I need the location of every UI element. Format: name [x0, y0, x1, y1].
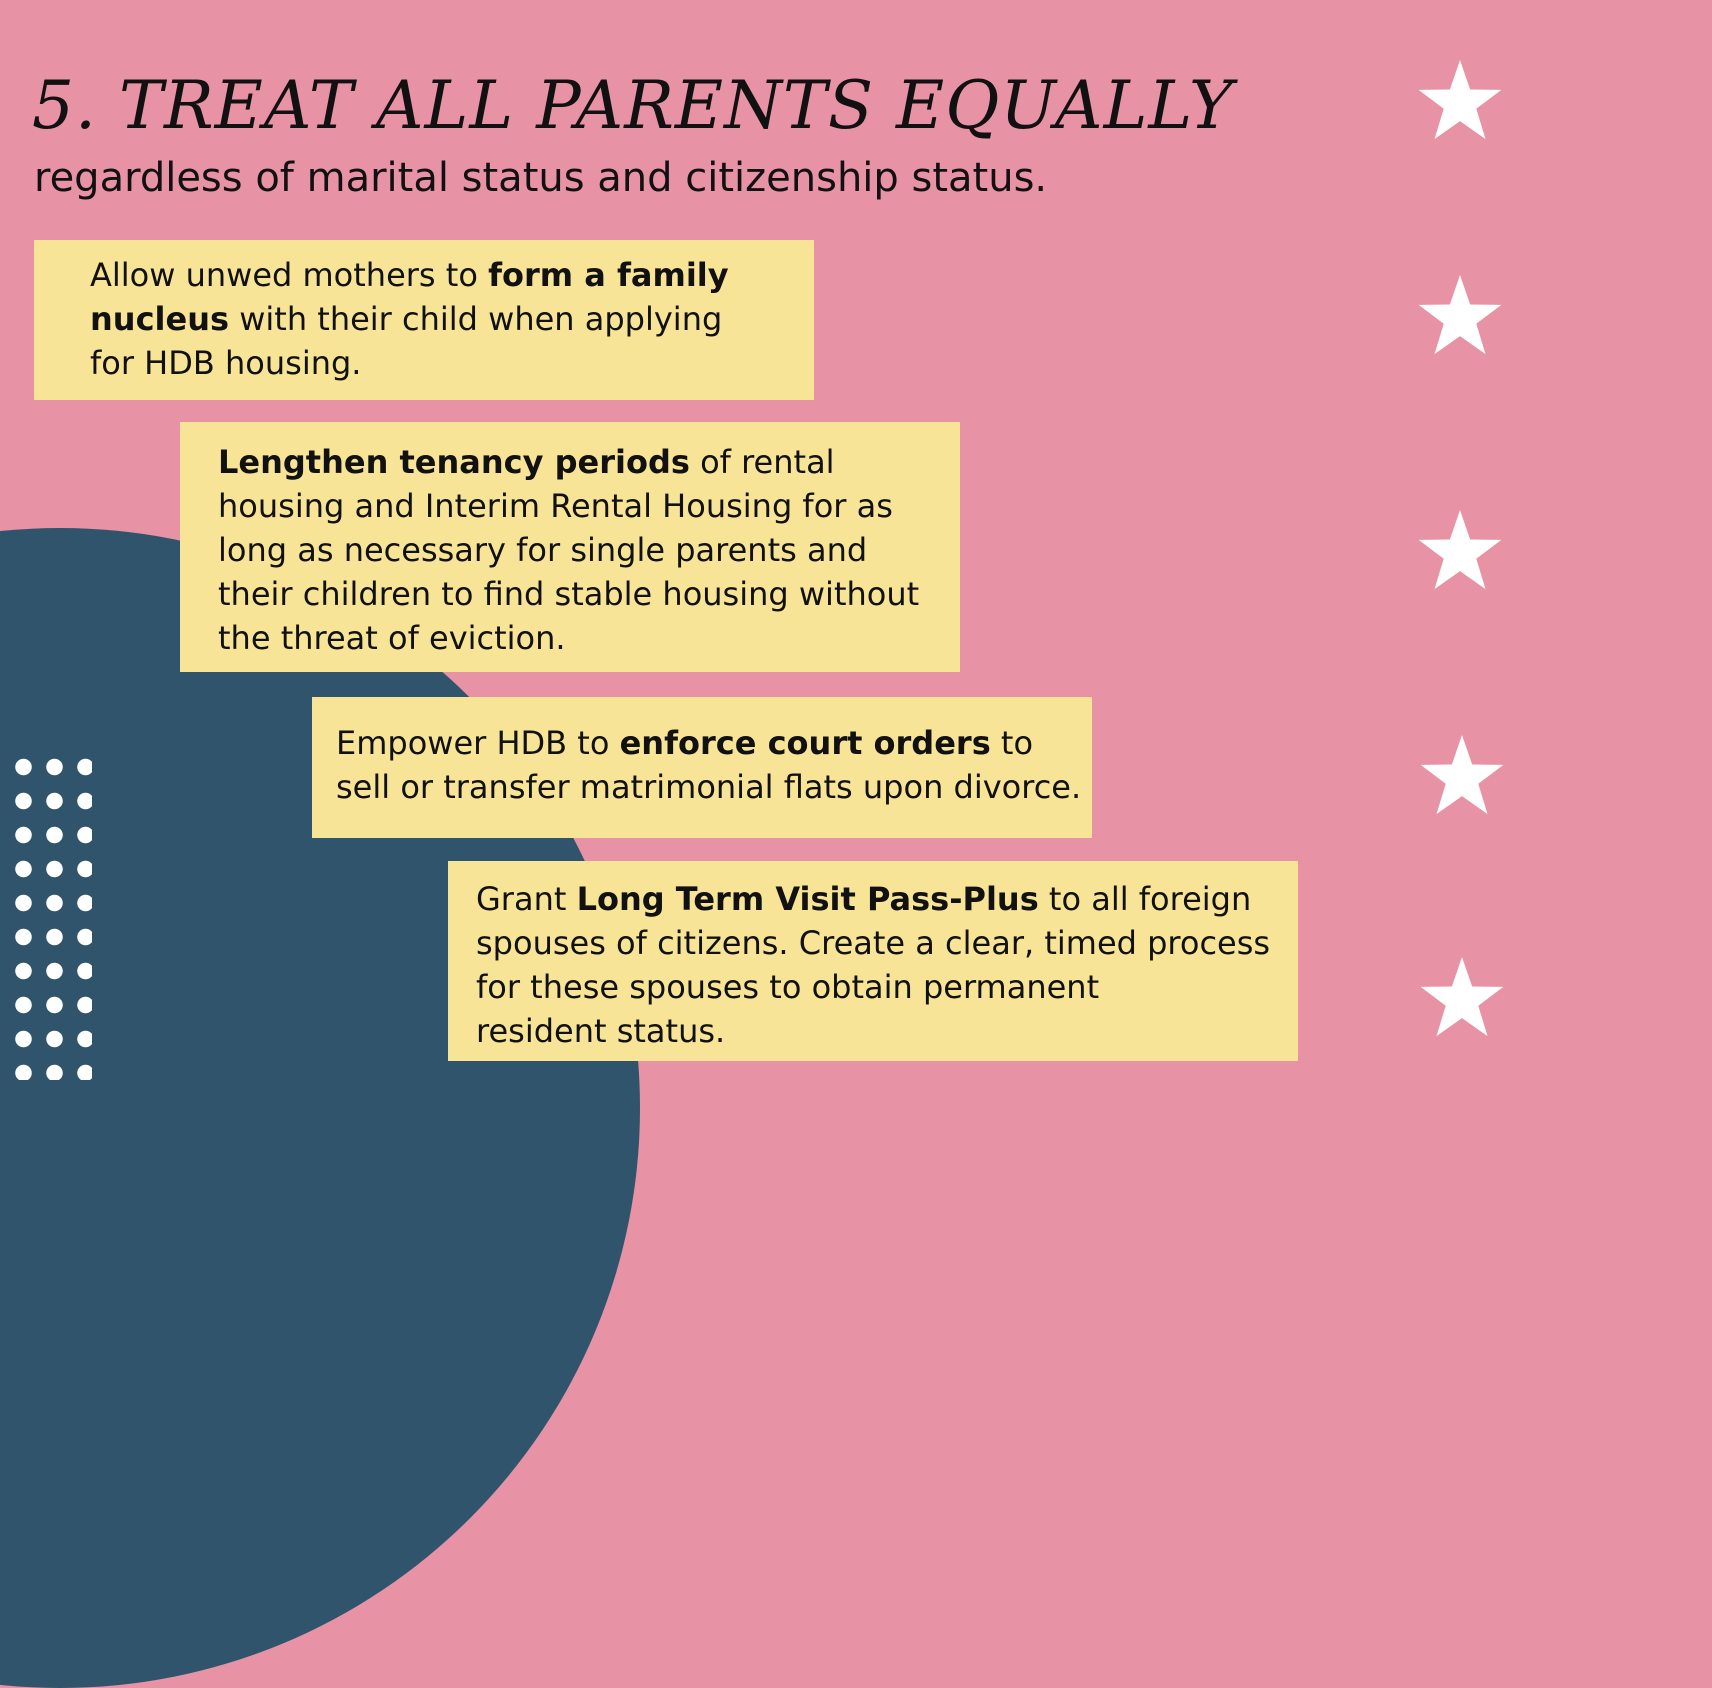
card-line: nucleus with their child when applying — [90, 300, 723, 338]
card-line: for HDB housing. — [90, 344, 362, 382]
card-line: the threat of eviction. — [218, 619, 566, 657]
star-icon — [1418, 733, 1506, 817]
star-icon — [1416, 273, 1504, 357]
star-icon — [1418, 955, 1506, 1039]
card-line: spouses of citizens. Create a clear, timed process — [476, 924, 1271, 962]
card-line: Empower HDB to enforce court orders to — [336, 724, 1034, 762]
recommendation-card — [180, 422, 960, 672]
card-line: sell or transfer matrimonial flats upon divorce. — [336, 768, 1082, 806]
page-subtitle: regardless of marital status and citizenship status. — [34, 155, 1048, 201]
recommendation-card — [34, 240, 814, 400]
dot-pattern — [8, 750, 92, 1080]
card-line: for these spouses to obtain permanent — [476, 968, 1100, 1006]
card-line: Allow unwed mothers to form a family — [90, 256, 729, 294]
card-line: housing and Interim Rental Housing for as — [218, 487, 893, 525]
card-line: Grant Long Term Visit Pass-Plus to all foreign — [476, 880, 1252, 918]
recommendation-card — [312, 697, 1092, 838]
card-line: Lengthen tenancy periods of rental — [218, 443, 835, 481]
card-line: long as necessary for single parents and — [218, 531, 868, 569]
card-line: their children to find stable housing without — [218, 575, 920, 613]
star-icon — [1416, 58, 1504, 142]
star-icon — [1416, 508, 1504, 592]
card-line: resident status. — [476, 1012, 726, 1050]
page-title: 5. TREAT ALL PARENTS EQUALLY — [32, 67, 1234, 144]
recommendation-card — [448, 861, 1298, 1061]
